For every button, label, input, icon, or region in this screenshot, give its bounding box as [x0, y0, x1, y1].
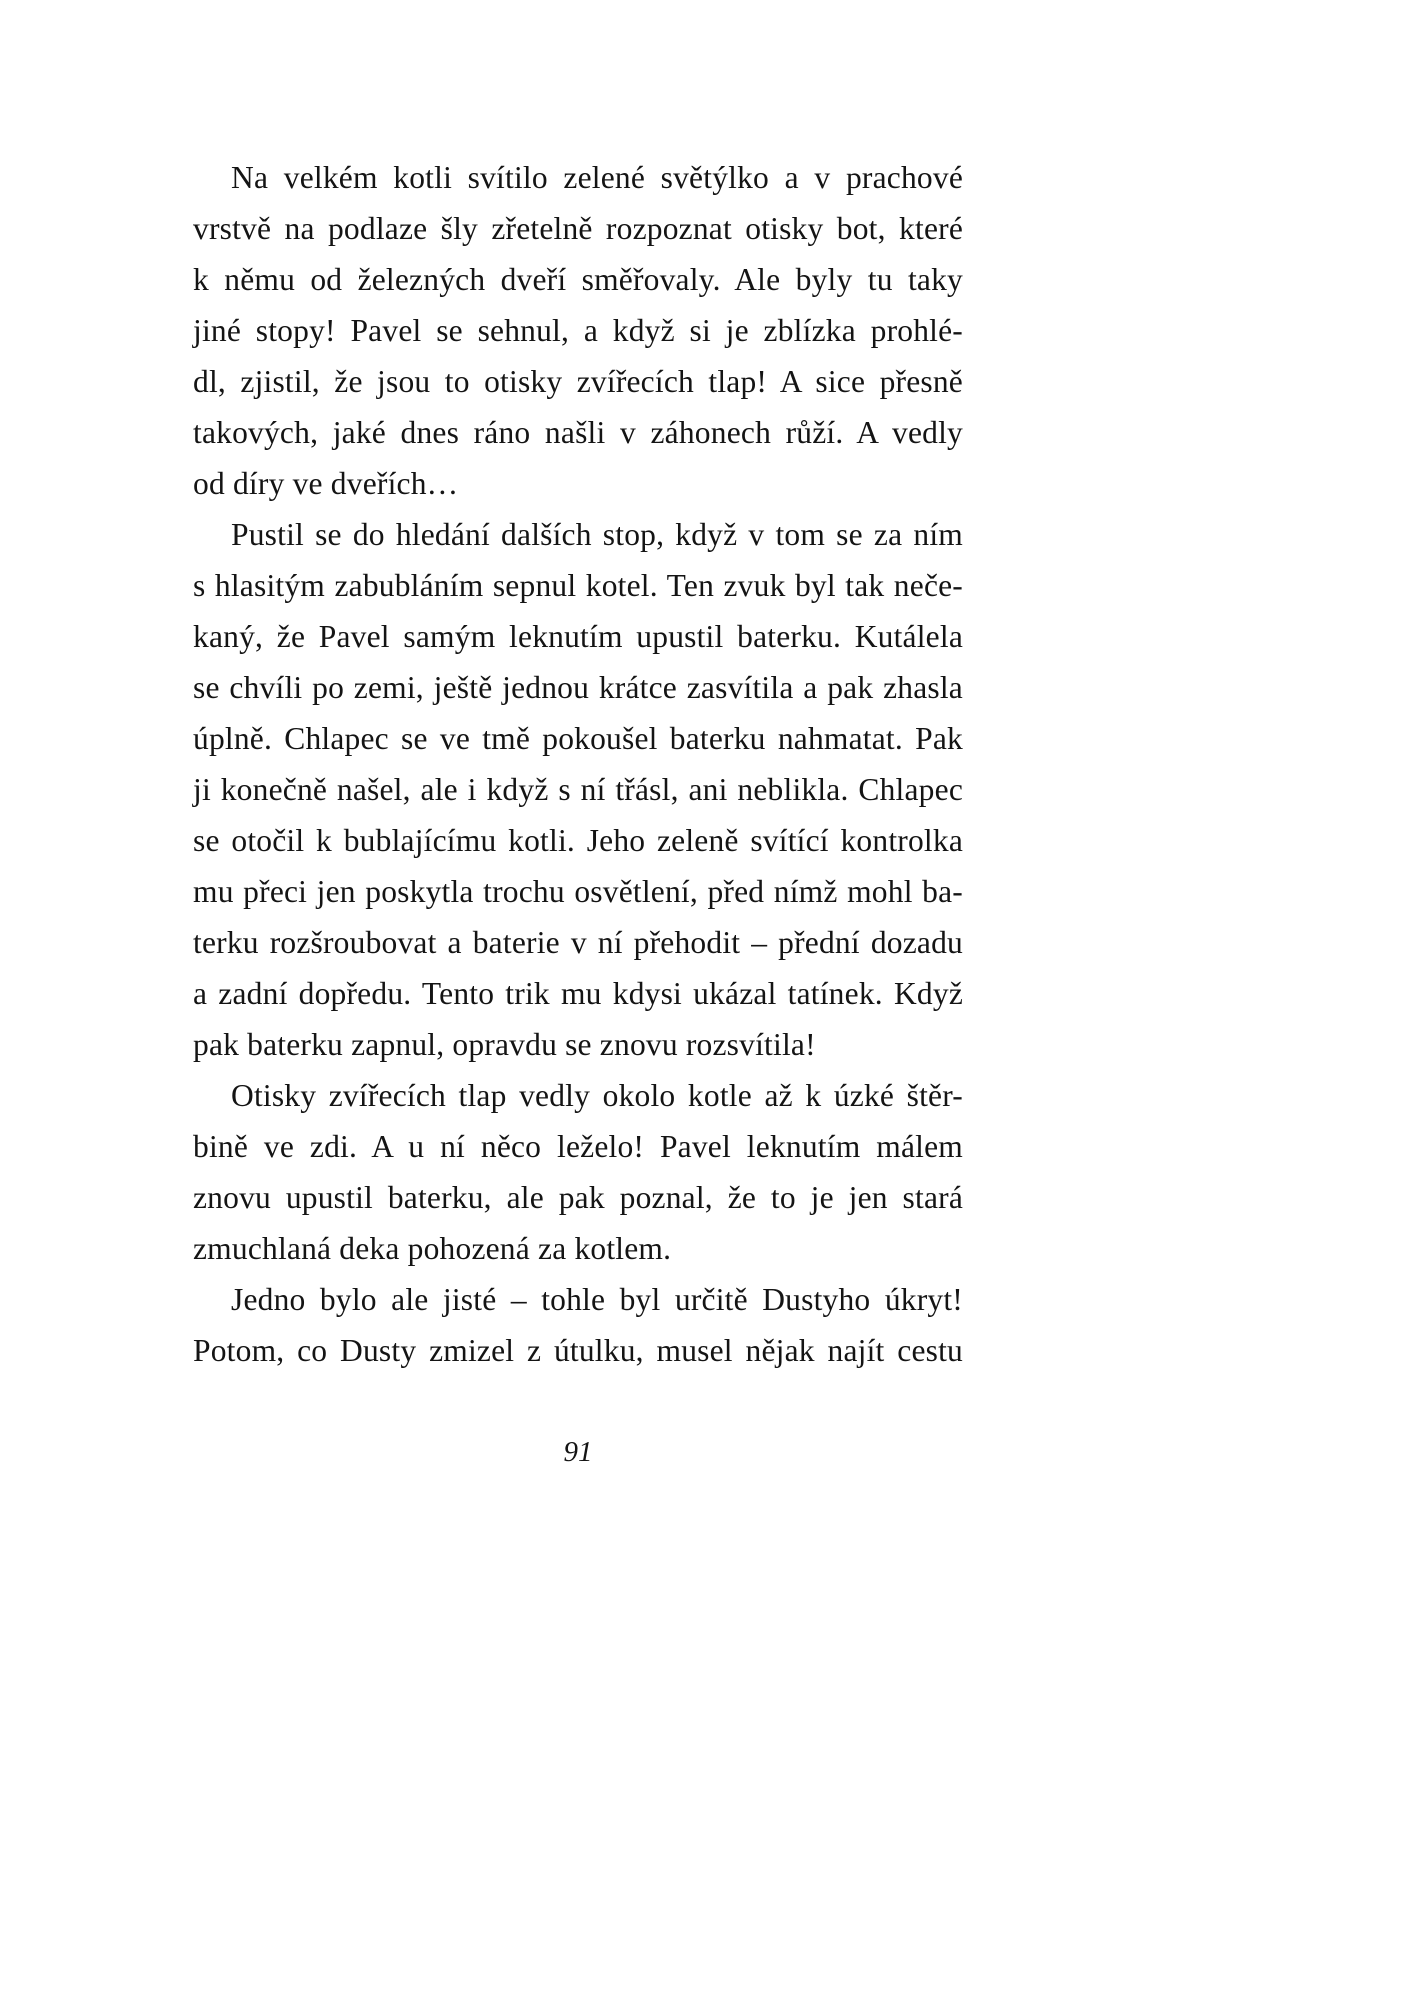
- text-line: jiné stopy! Pavel se sehnul, a když si je zblízka prohlé-: [193, 313, 963, 348]
- text-line: k němu od železných dveří směřovaly. Ale byly tu taky: [193, 262, 963, 297]
- text-line: ji konečně našel, ale i když s ní třásl, ani neblikla. Chlapec: [193, 772, 963, 807]
- text-line: terku rozšroubovat a baterie v ní přehodit – přední dozadu: [193, 925, 963, 960]
- text-line: kaný, že Pavel samým leknutím upustil baterku. Kutálela: [193, 619, 963, 654]
- text-line: od díry ve dveřích…: [193, 466, 459, 501]
- text-line: takových, jaké dnes ráno našli v záhonech růží. A vedly: [193, 415, 963, 450]
- text-line: Potom, co Dusty zmizel z útulku, musel nějak najít cestu: [193, 1333, 963, 1368]
- paragraph: [193, 1274, 963, 1376]
- paragraph: [193, 152, 963, 509]
- text-line: dl, zjistil, že jsou to otisky zvířecích tlap! A sice přesně: [193, 364, 963, 399]
- text-line: pak baterku zapnul, opravdu se znovu rozsvítila!: [193, 1027, 816, 1062]
- text-line: bině ve zdi. A u ní něco leželo! Pavel leknutím málem: [193, 1129, 963, 1164]
- text-line: a zadní dopředu. Tento trik mu kdysi ukázal tatínek. Když: [193, 976, 963, 1011]
- paragraph: [193, 1070, 963, 1274]
- text-line: se otočil k bublajícímu kotli. Jeho zeleně svítící kontrolka: [193, 823, 963, 858]
- text-line: mu přeci jen poskytla trochu osvětlení, před nímž mohl ba-: [193, 874, 963, 909]
- text-line: znovu upustil baterku, ale pak poznal, že to je jen stará: [193, 1180, 963, 1215]
- text-line: vrstvě na podlaze šly zřetelně rozpoznat otisky bot, které: [193, 211, 963, 246]
- text-line: Jedno bylo ale jisté – tohle byl určitě Dustyho úkryt!: [231, 1282, 963, 1317]
- text-line: úplně. Chlapec se ve tmě pokoušel baterku nahmatat. Pak: [193, 721, 963, 756]
- text-block: [193, 152, 963, 1376]
- text-line: se chvíli po zemi, ještě jednou krátce zasvítila a pak zhasla: [193, 670, 963, 705]
- text-line: Pustil se do hledání dalších stop, když v tom se za ním: [231, 517, 963, 552]
- text-line: Otisky zvířecích tlap vedly okolo kotle až k úzké štěr-: [231, 1078, 963, 1113]
- text-line: s hlasitým zabubláním sepnul kotel. Ten zvuk byl tak neče-: [193, 568, 963, 603]
- paragraph: [193, 509, 963, 1070]
- page-number: 91: [563, 1436, 593, 1468]
- text-line: zmuchlaná deka pohozená za kotlem.: [193, 1231, 672, 1266]
- text-line: Na velkém kotli svítilo zelené světýlko a v prachové: [231, 160, 963, 195]
